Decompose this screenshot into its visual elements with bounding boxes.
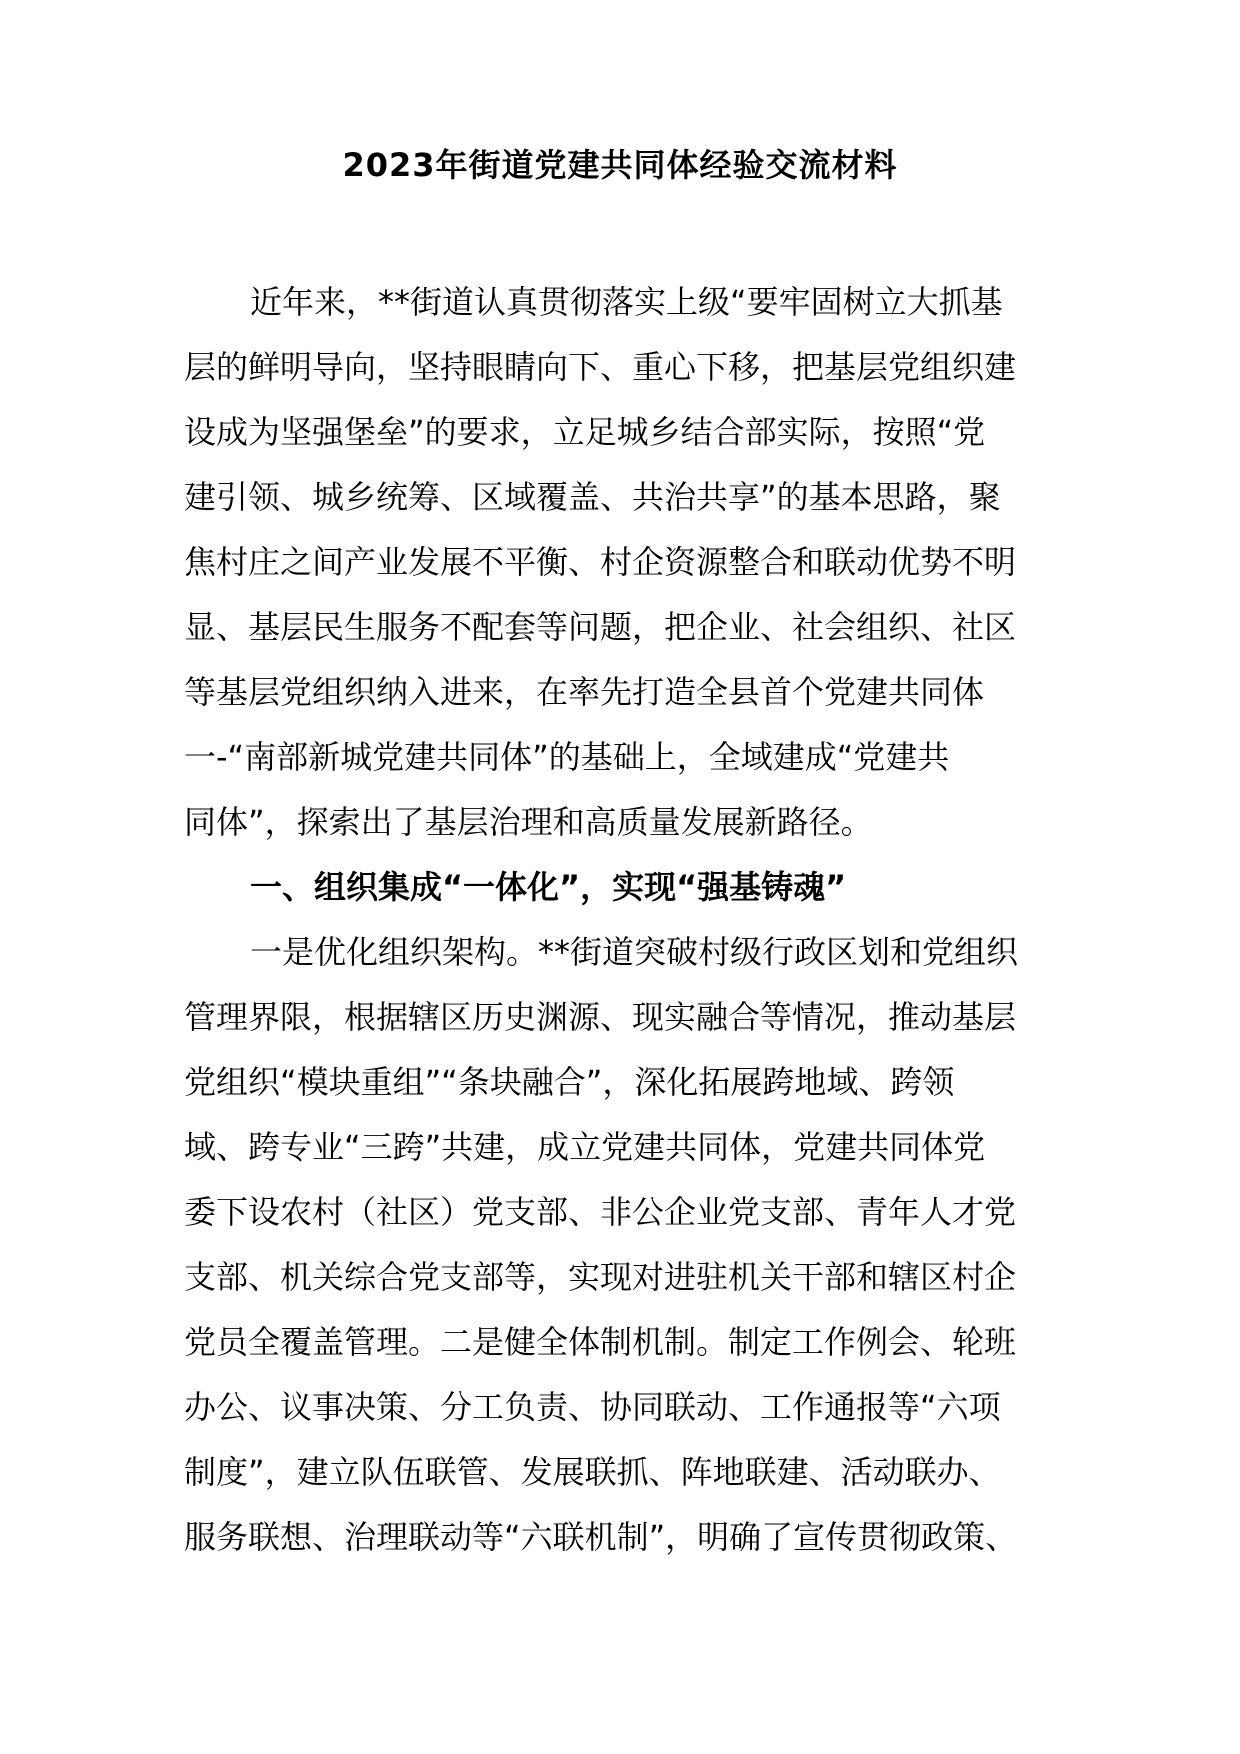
paragraph-line: 一-“南部新城党建共同体”的基础上，全域建成“党建共: [184, 738, 950, 776]
paragraph-line: 等基层党组织纳入进来，在率先打造全县首个党建共同体: [184, 673, 985, 711]
paragraph-line: 一是优化组织架构。**街道突破村级行政区划和党组织: [250, 933, 1019, 971]
paragraph-line: 显、基层民生服务不配套等问题，把企业、社会组织、社区: [184, 608, 1017, 646]
paragraph-line: 办公、议事决策、分工负责、协同联动、工作通报等“六项: [184, 1388, 1001, 1426]
paragraph-line: 党员全覆盖管理。二是健全体制机制。制定工作例会、轮班: [184, 1323, 1017, 1361]
paragraph-line: 支部、机关综合党支部等，实现对进驻机关干部和辖区村企: [184, 1258, 1017, 1296]
paragraph-line: 建引领、城乡统筹、区域覆盖、共治共享”的基本思路，聚: [184, 478, 1001, 516]
paragraph-line: 管理界限，根据辖区历史渊源、现实融合等情况，推动基层: [184, 998, 1017, 1036]
section-heading: 一、组织集成“一体化”，实现“强基铸魂”: [250, 868, 847, 906]
paragraph-line: 党组织“模块重组”“条块融合”，深化拓展跨地域、跨领: [184, 1063, 955, 1101]
paragraph-line: 委下设农村（社区）党支部、非公企业党支部、青年人才党: [184, 1193, 1017, 1231]
paragraph-line: 域、跨专业“三跨”共建，成立党建共同体，党建共同体党: [184, 1128, 986, 1166]
paragraph-line: 同体”，探索出了基层治理和高质量发展新路径。: [184, 803, 873, 841]
paragraph-line: 制度”，建立队伍联管、发展联抓、阵地联建、活动联办、: [184, 1453, 1001, 1491]
document-body: [184, 270, 1074, 1570]
paragraph-line: 设成为坚强堡垒”的要求，立足城乡结合部实际，按照“党: [184, 413, 986, 451]
paragraph-line: 服务联想、治理联动等“六联机制”，明确了宣传贯彻政策、: [184, 1518, 1018, 1556]
paragraph-line: 近年来，**街道认真贯彻落实上级“要牢固树立大抓基: [250, 283, 1003, 321]
document-title: 2023年街道党建共同体经验交流材料: [342, 146, 898, 184]
paragraph-line: 层的鲜明导向，坚持眼睛向下、重心下移，把基层党组织建: [184, 348, 1017, 386]
paragraph-line: 焦村庄之间产业发展不平衡、村企资源整合和联动优势不明: [184, 543, 1017, 581]
